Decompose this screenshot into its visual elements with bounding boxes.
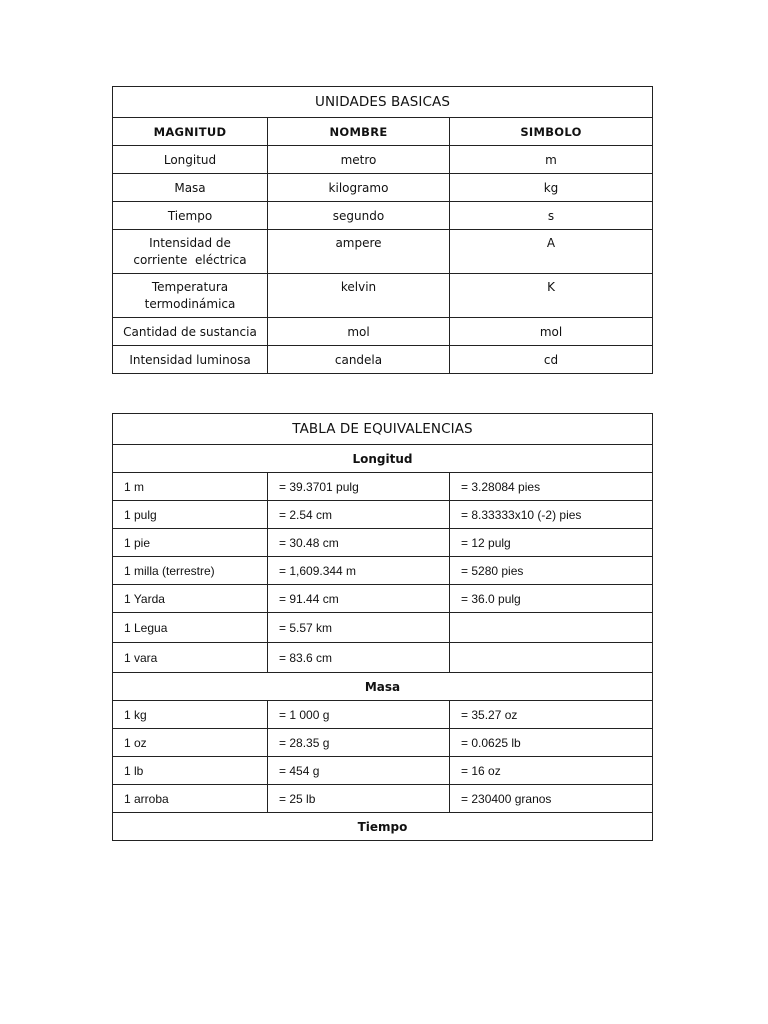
section-longitud: Longitud <box>113 445 653 473</box>
unit-cell: 1 m <box>113 473 268 501</box>
section-masa: Masa <box>113 673 653 701</box>
unit-cell: 1 vara <box>113 643 268 673</box>
nombre-cell: metro <box>268 146 450 174</box>
equivalence-cell: = 28.35 g <box>268 729 450 757</box>
equivalence-cell: = 8.33333x10 (-2) pies <box>450 501 653 529</box>
simbolo-cell: cd <box>450 346 653 374</box>
table-row <box>113 643 653 673</box>
equivalence-cell: = 230400 granos <box>450 785 653 813</box>
unit-cell: 1 oz <box>113 729 268 757</box>
nombre-cell: kilogramo <box>268 174 450 202</box>
table-row <box>113 346 653 374</box>
equivalence-cell: = 0.0625 lb <box>450 729 653 757</box>
unit-cell: 1 Yarda <box>113 585 268 613</box>
table-row <box>113 729 653 757</box>
unit-cell: 1 arroba <box>113 785 268 813</box>
nombre-cell: candela <box>268 346 450 374</box>
header-nombre: NOMBRE <box>268 118 450 146</box>
equivalence-cell <box>450 613 653 643</box>
magnitud-line-2: termodinámica <box>144 296 236 311</box>
unit-cell: 1 kg <box>113 701 268 729</box>
equivalence-cell: = 91.44 cm <box>268 585 450 613</box>
table-row <box>113 701 653 729</box>
simbolo-cell: kg <box>450 174 653 202</box>
equivalence-cell: = 36.0 pulg <box>450 585 653 613</box>
magnitud-cell: Tiempo <box>113 202 268 230</box>
equivalence-cell: = 1 000 g <box>268 701 450 729</box>
table-row <box>113 146 653 174</box>
equivalence-cell: = 16 oz <box>450 757 653 785</box>
table-row <box>113 757 653 785</box>
equivalences-table-title: TABLA DE EQUIVALENCIAS <box>113 414 653 445</box>
simbolo-cell: K <box>450 274 653 318</box>
nombre-cell: segundo <box>268 202 450 230</box>
table-row <box>113 557 653 585</box>
simbolo-cell: A <box>450 230 653 274</box>
units-table-title: UNIDADES BASICAS <box>113 87 653 118</box>
equivalence-cell: = 12 pulg <box>450 529 653 557</box>
equivalences-table <box>112 413 653 841</box>
nombre-cell: kelvin <box>268 274 450 318</box>
unit-cell: 1 pie <box>113 529 268 557</box>
equivalence-cell: = 39.3701 pulg <box>268 473 450 501</box>
magnitud-line-2: corriente eléctrica <box>133 252 247 267</box>
table-row <box>113 318 653 346</box>
equivalence-cell: = 35.27 oz <box>450 701 653 729</box>
section-tiempo: Tiempo <box>113 813 653 841</box>
table-row <box>113 202 653 230</box>
equivalence-cell: = 83.6 cm <box>268 643 450 673</box>
magnitud-line-1: Intensidad de <box>149 235 231 250</box>
table-row <box>113 585 653 613</box>
table-row <box>113 501 653 529</box>
table-row <box>113 613 653 643</box>
header-simbolo: SIMBOLO <box>450 118 653 146</box>
table-row <box>113 274 653 318</box>
magnitud-cell: Masa <box>113 174 268 202</box>
equivalence-cell: = 1,609.344 m <box>268 557 450 585</box>
equivalence-cell: = 2.54 cm <box>268 501 450 529</box>
equivalence-cell: = 25 lb <box>268 785 450 813</box>
equivalence-cell: = 5280 pies <box>450 557 653 585</box>
table-row <box>113 230 653 274</box>
equivalence-cell: = 3.28084 pies <box>450 473 653 501</box>
table-row <box>113 529 653 557</box>
magnitud-cell <box>113 274 268 318</box>
simbolo-cell: m <box>450 146 653 174</box>
unit-cell: 1 milla (terrestre) <box>113 557 268 585</box>
magnitud-cell: Longitud <box>113 146 268 174</box>
equivalence-cell <box>450 643 653 673</box>
unit-cell: 1 Legua <box>113 613 268 643</box>
table-row <box>113 785 653 813</box>
nombre-cell: ampere <box>268 230 450 274</box>
nombre-cell: mol <box>268 318 450 346</box>
magnitud-cell: Intensidad luminosa <box>113 346 268 374</box>
unit-cell: 1 pulg <box>113 501 268 529</box>
equivalence-cell: = 5.57 km <box>268 613 450 643</box>
simbolo-cell: mol <box>450 318 653 346</box>
magnitud-cell: Cantidad de sustancia <box>113 318 268 346</box>
simbolo-cell: s <box>450 202 653 230</box>
unit-cell: 1 lb <box>113 757 268 785</box>
magnitud-line-1: Temperatura <box>151 279 229 294</box>
units-table <box>112 86 653 374</box>
header-magnitud: MAGNITUD <box>113 118 268 146</box>
equivalence-cell: = 454 g <box>268 757 450 785</box>
magnitud-cell <box>113 230 268 274</box>
equivalence-cell: = 30.48 cm <box>268 529 450 557</box>
table-row <box>113 174 653 202</box>
table-row <box>113 473 653 501</box>
